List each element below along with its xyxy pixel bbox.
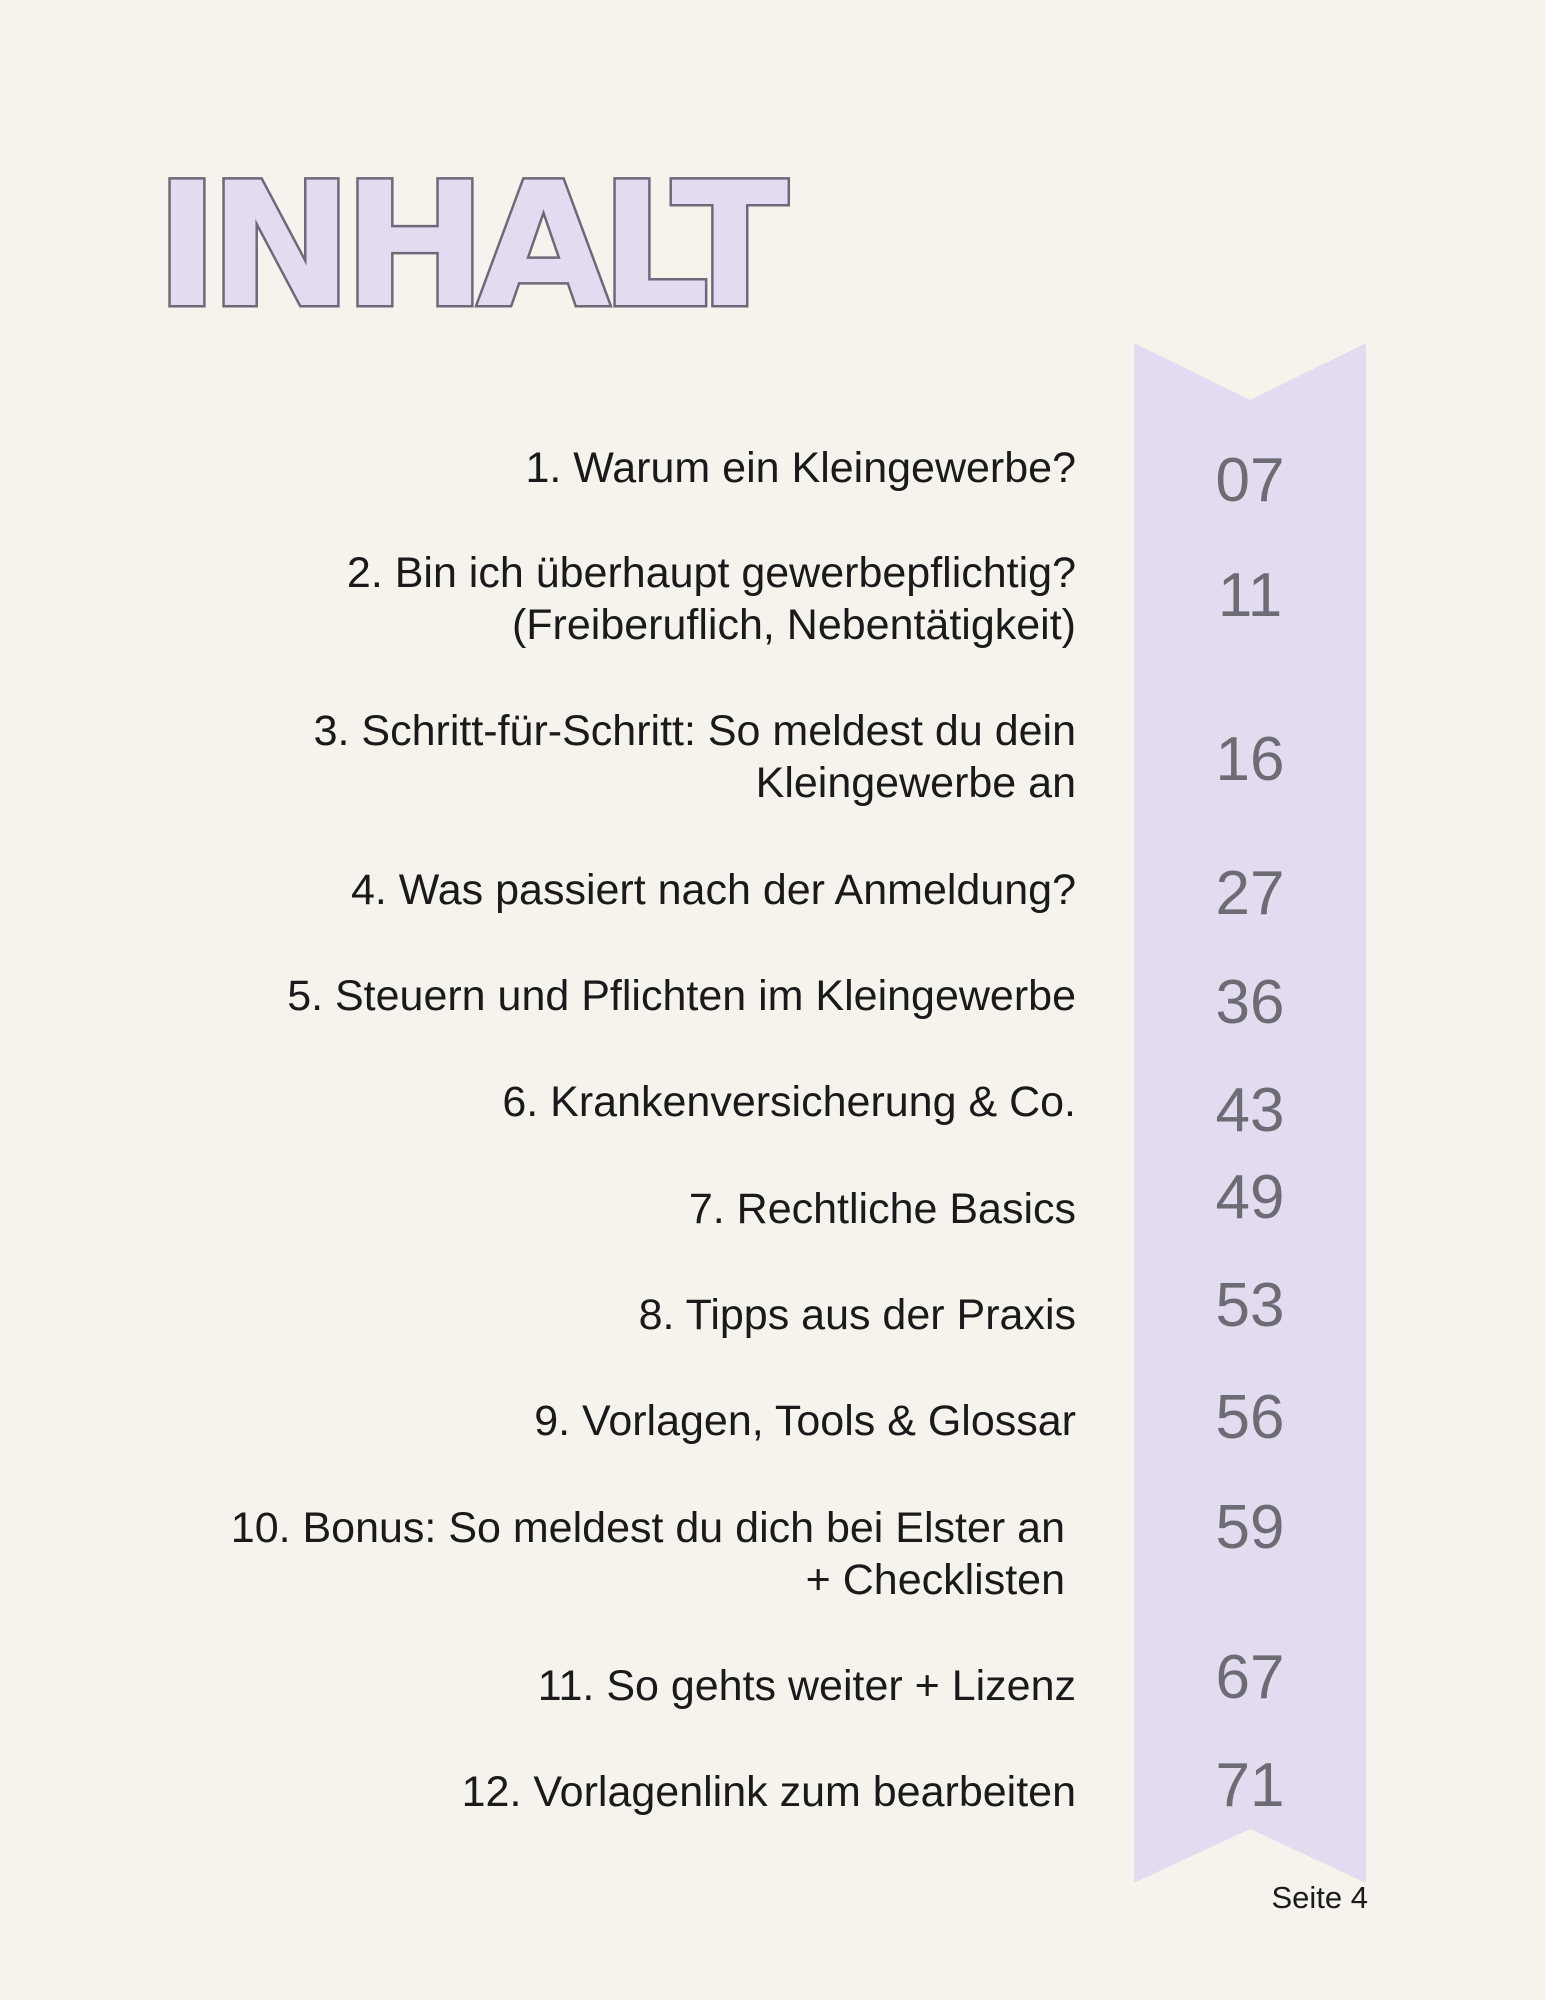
toc-entry-8[interactable]: 8. Tipps aus der Praxis: [638, 1291, 1076, 1339]
toc-page-1: 07: [1215, 446, 1285, 515]
page-number-label: Seite 4: [1271, 1880, 1368, 1915]
toc-entry-1[interactable]: 1. Warum ein Kleingewerbe?: [525, 444, 1076, 492]
toc-page-6: 43: [1215, 1076, 1285, 1145]
toc-page-3: 16: [1215, 725, 1285, 794]
toc-page-8: 53: [1215, 1271, 1285, 1340]
toc-entry-6[interactable]: 6. Krankenversicherung & Co.: [502, 1078, 1076, 1126]
toc-entry-2[interactable]: 2. Bin ich überhaupt gewerbepflichtig? (Freiberuflich, Nebentätigkeit): [346, 549, 1076, 649]
toc-entry-12[interactable]: 12. Vorlagenlink zum bearbeiten: [461, 1768, 1076, 1816]
toc-page-2: 11: [1217, 561, 1283, 630]
toc-entry-3[interactable]: 3. Schritt-für-Schritt: So meldest du dein Kleingewerbe an: [313, 707, 1076, 807]
toc-entry-5[interactable]: 5. Steuern und Pflichten im Kleingewerbe: [287, 972, 1076, 1020]
toc-page-10: 59: [1215, 1493, 1285, 1562]
toc-page-4: 27: [1215, 859, 1285, 928]
toc-page-12: 71: [1215, 1751, 1285, 1820]
toc-page-7: 49: [1215, 1163, 1285, 1232]
toc-entry-11[interactable]: 11. So gehts weiter + Lizenz: [537, 1662, 1076, 1710]
toc-entry-10[interactable]: 10. Bonus: So meldest du dich bei Elster an + Checklisten: [230, 1504, 1065, 1604]
toc-entry-9[interactable]: 9. Vorlagen, Tools & Glossar: [534, 1397, 1076, 1445]
toc-entry-4[interactable]: 4. Was passiert nach der Anmeldung?: [350, 866, 1076, 914]
toc-entry-7[interactable]: 7. Rechtliche Basics: [688, 1185, 1076, 1233]
toc-page-11: 67: [1215, 1643, 1285, 1712]
toc-page-9: 56: [1215, 1383, 1285, 1452]
toc-page-5: 36: [1215, 968, 1285, 1037]
page-title: INHALT: [155, 145, 779, 346]
